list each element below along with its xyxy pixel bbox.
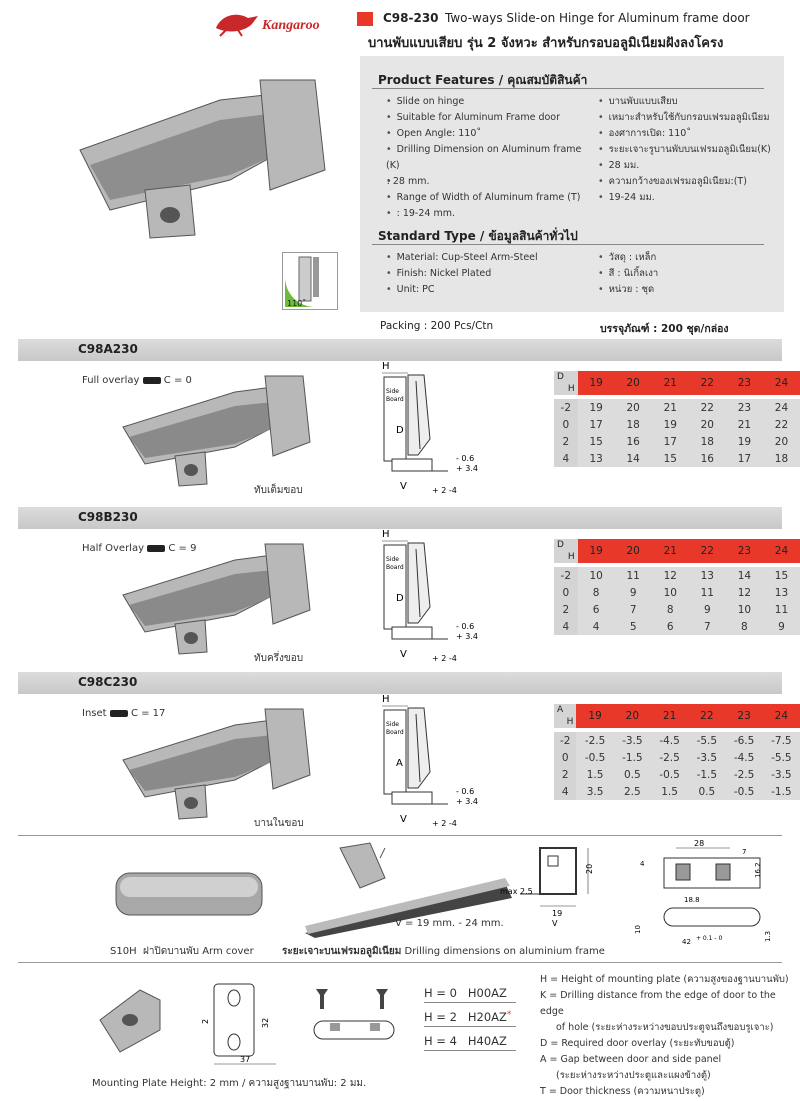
svg-text:D: D — [396, 425, 404, 436]
table-row — [554, 732, 800, 749]
table-cell: 21 — [726, 416, 763, 433]
feature-th: • เหมาะสำหรับใช้กับกรอบเฟรมอลูมิเนียม — [598, 110, 778, 126]
svg-text:Board: Board — [386, 564, 404, 571]
overlay-caption: ทับครึ่งขอบ — [254, 653, 304, 664]
angle-inset — [282, 252, 338, 310]
standard-heading: Standard Type / ข้อมูลสินค้าทั่วไป — [378, 229, 578, 243]
svg-text:16.2: 16.2 — [754, 862, 762, 878]
arm-cover-image — [112, 865, 267, 925]
table-cell: 4 — [578, 618, 615, 635]
table-row — [554, 584, 800, 601]
table-cell: 6 — [578, 601, 615, 618]
dk-table — [554, 371, 800, 467]
table-cell: -4.5 — [651, 732, 688, 749]
legend-item: A = Gap between door and side panel — [540, 1054, 722, 1065]
table-cell: 5 — [615, 618, 652, 635]
divider — [424, 1002, 516, 1003]
table-cell: 0 — [554, 749, 576, 766]
svg-text:D: D — [396, 593, 404, 604]
table-cell: -1.5 — [614, 749, 651, 766]
svg-text:Board: Board — [386, 729, 404, 736]
table-header-cell: 20 — [615, 371, 652, 395]
table-cell: 20 — [689, 416, 726, 433]
svg-text:42: 42 — [682, 938, 691, 946]
overlay-label: Full overlay C = 0 — [82, 375, 192, 386]
svg-text:Side: Side — [386, 556, 399, 563]
legend-item: (ระยะห่างระหว่างประตูและแผงข้างตู้) — [556, 1070, 711, 1081]
table-cell: 12 — [726, 584, 763, 601]
table-header-cell: 20 — [614, 704, 651, 728]
table-cell: 13 — [763, 584, 800, 601]
feature-en: • : 28 mm. — [386, 174, 596, 190]
brand-logo — [212, 8, 340, 38]
table-header-cell: 19 — [578, 371, 615, 395]
svg-text:Side: Side — [386, 388, 399, 395]
table-cell: 11 — [615, 567, 652, 584]
table-cell: 15 — [763, 567, 800, 584]
table-cell: 18 — [763, 450, 800, 467]
standard-th-list — [598, 250, 778, 298]
feature-th: • ความกว้างของเฟรมอลูมิเนียม:(T) — [598, 174, 778, 190]
standard-th: • หน่วย : ชุด — [598, 282, 778, 298]
table-header-cell: 22 — [689, 371, 726, 395]
divider — [424, 1026, 516, 1027]
table-cell: 8 — [578, 584, 615, 601]
table-cell: 3.5 — [576, 783, 613, 800]
arm-cover-caption: S10H ฝาปิดบานพับ Arm cover — [110, 946, 254, 957]
feature-th: • บานพับแบบเสียบ — [598, 94, 778, 110]
svg-text:H: H — [382, 529, 390, 540]
svg-text:V: V — [552, 919, 558, 928]
table-header-cell: 24 — [763, 704, 800, 728]
table-cell: 10 — [578, 567, 615, 584]
table-header-cell: 21 — [652, 539, 689, 563]
table-cell: 10 — [652, 584, 689, 601]
features-en-list — [386, 94, 596, 222]
legend-item: T = Door thickness (ความหนาประตู) — [540, 1086, 705, 1097]
table-cell: 18 — [615, 416, 652, 433]
svg-text:10: 10 — [634, 925, 642, 934]
table-row — [554, 766, 800, 783]
divider — [18, 962, 782, 963]
svg-text:V: V — [400, 481, 407, 492]
table-cell: 19 — [652, 416, 689, 433]
product-code: C98-230 — [383, 11, 439, 25]
divider — [18, 835, 782, 836]
table-row — [554, 783, 800, 800]
legend-item: D = Required door overlay (ระยะทับขอบตู้) — [540, 1038, 735, 1049]
feature-en: • Suitable for Aluminum Frame door — [386, 110, 596, 126]
table-corner: D H — [554, 539, 578, 563]
table-cell: 2 — [554, 766, 576, 783]
legend-item: K = Drilling distance from the edge of door to the edge — [540, 990, 776, 1017]
title-english: Two-ways Slide-on Hinge for Aluminum frame door — [445, 11, 750, 25]
table-cell: 16 — [689, 450, 726, 467]
table-cell: 9 — [763, 618, 800, 635]
table-cell: -5.5 — [688, 732, 725, 749]
overlay-diagram — [378, 527, 498, 667]
table-row — [554, 399, 800, 416]
svg-text:H: H — [382, 694, 390, 705]
packing-th: บรรจุภัณฑ์ : 200 ชุด/กล่อง — [600, 323, 729, 335]
red-square-icon — [357, 12, 373, 26]
table-cell: 2.5 — [614, 783, 651, 800]
svg-text:28: 28 — [694, 839, 705, 848]
overlay-caption: บานในขอบ — [254, 818, 304, 829]
table-cell: -3.5 — [614, 732, 651, 749]
table-cell: 22 — [763, 416, 800, 433]
svg-text:+ 2 -4: + 2 -4 — [432, 486, 457, 495]
svg-text:A: A — [396, 758, 403, 769]
mount-option: H = 4 H40AZ — [424, 1034, 507, 1048]
standard-en: • Finish: Nickel Plated — [386, 266, 596, 282]
mounting-caption: Mounting Plate Height: 2 mm / ความสูงฐานบานพับ: 2 มม. — [92, 1078, 367, 1089]
feature-th: • ระยะเจาะรูบานพับบนเฟรมอลูมิเนียม(K) — [598, 142, 778, 158]
table-header-cell: 21 — [651, 704, 688, 728]
hinge-image — [115, 372, 315, 492]
svg-text:18.8: 18.8 — [684, 896, 700, 904]
table-cell: 0 — [554, 416, 578, 433]
table-cell: 19 — [726, 433, 763, 450]
divider — [424, 1050, 516, 1051]
mount-option: H = 0 H00AZ — [424, 986, 507, 1000]
table-row — [554, 433, 800, 450]
table-cell: -2 — [554, 399, 578, 416]
section-code: C98C230 — [78, 675, 138, 689]
divider — [372, 244, 764, 245]
table-cell: -2 — [554, 567, 578, 584]
svg-text:2: 2 — [201, 1018, 210, 1024]
legend — [540, 972, 790, 1100]
svg-text:+ 3.4: + 3.4 — [456, 797, 478, 806]
mounting-plate-image — [90, 980, 170, 1060]
table-cell: -5.5 — [763, 749, 800, 766]
table-cell: -0.5 — [576, 749, 613, 766]
table-header-cell: 22 — [688, 704, 725, 728]
table-cell: 17 — [726, 450, 763, 467]
table-cell: 24 — [763, 399, 800, 416]
table-cell: 6 — [652, 618, 689, 635]
svg-text:H: H — [382, 361, 390, 372]
dk-table — [554, 539, 800, 635]
brand-name: Kangaroo — [262, 18, 320, 33]
table-cell: 0.5 — [688, 783, 725, 800]
feature-en: • Open Angle: 110˚ — [386, 126, 596, 142]
table-cell: -2 — [554, 732, 576, 749]
hinge-image — [115, 540, 315, 660]
svg-text:Board: Board — [386, 396, 404, 403]
feature-en: • Range of Width of Aluminum frame (T) — [386, 190, 596, 206]
table-cell: 8 — [652, 601, 689, 618]
table-header-cell: 19 — [576, 704, 613, 728]
table-header-cell: 24 — [763, 539, 800, 563]
dk-table — [554, 704, 800, 800]
table-row — [554, 450, 800, 467]
table-cell: -2.5 — [651, 749, 688, 766]
svg-text:37: 37 — [240, 1055, 251, 1064]
svg-text:7: 7 — [742, 848, 747, 856]
overlay-label: Inset C = 17 — [82, 708, 166, 719]
table-cell: 11 — [763, 601, 800, 618]
table-cell: -3.5 — [763, 766, 800, 783]
table-corner: D H — [554, 371, 578, 395]
table-cell: 20 — [763, 433, 800, 450]
feature-th: • องศาการเปิด: 110˚ — [598, 126, 778, 142]
table-row — [554, 416, 800, 433]
svg-text:Side: Side — [386, 721, 399, 728]
section-bar — [18, 672, 782, 694]
standard-en-list — [386, 250, 596, 298]
standard-en: • Unit: PC — [386, 282, 596, 298]
v-range: V = 19 mm. - 24 mm. — [395, 918, 504, 929]
frame-profile-drawing — [500, 840, 615, 930]
table-row — [554, 567, 800, 584]
table-row — [554, 618, 800, 635]
svg-text:V: V — [400, 649, 407, 660]
section-bar — [18, 507, 782, 529]
feature-th: • 28 มม. — [598, 158, 778, 174]
table-cell: 7 — [615, 601, 652, 618]
table-header-cell: 19 — [578, 539, 615, 563]
table-header-cell: 22 — [689, 539, 726, 563]
table-cell: -2.5 — [576, 732, 613, 749]
table-cell: 4 — [554, 618, 578, 635]
overlay-caption: ทับเต็มขอบ — [254, 485, 303, 496]
table-header-cell: 23 — [726, 371, 763, 395]
section-code: C98B230 — [78, 510, 138, 524]
overlay-label: Half Overlay C = 9 — [82, 543, 197, 554]
table-cell: -1.5 — [688, 766, 725, 783]
features-th-list — [598, 94, 778, 206]
table-cell: 13 — [578, 450, 615, 467]
angle-label: 110˚ — [287, 299, 307, 308]
table-cell: 4 — [554, 450, 578, 467]
table-cell: -7.5 — [763, 732, 800, 749]
svg-text:1.3: 1.3 — [764, 930, 772, 942]
table-cell: -3.5 — [688, 749, 725, 766]
table-cell: 16 — [615, 433, 652, 450]
table-cell: 11 — [689, 584, 726, 601]
screw-drawing — [300, 985, 400, 1045]
table-cell: 14 — [615, 450, 652, 467]
svg-text:V: V — [400, 814, 407, 825]
table-cell: 4 — [554, 783, 576, 800]
table-cell: 17 — [652, 433, 689, 450]
standard-th: • สี : นิเกิ้ลเงา — [598, 266, 778, 282]
table-cell: 15 — [578, 433, 615, 450]
table-cell: 1.5 — [651, 783, 688, 800]
legend-item: H = Height of mounting plate (ความสูงของฐานบานพับ) — [540, 974, 789, 985]
feature-en: • Drilling Dimension on Aluminum frame (K) — [386, 142, 596, 174]
svg-text:+ 0.1 - 0: + 0.1 - 0 — [696, 935, 723, 942]
table-cell: -6.5 — [725, 732, 762, 749]
table-cell: 9 — [689, 601, 726, 618]
table-cell: 22 — [689, 399, 726, 416]
table-cell: 23 — [726, 399, 763, 416]
table-cell: 21 — [652, 399, 689, 416]
drilling-caption: ระยะเจาะบนเฟรมอลูมิเนียม Drilling dimensions on aluminium frame — [282, 946, 605, 957]
svg-text:- 0.6: - 0.6 — [456, 622, 475, 631]
table-cell: 17 — [578, 416, 615, 433]
table-row — [554, 749, 800, 766]
hinge-image — [115, 705, 315, 825]
table-cell: -2.5 — [725, 766, 762, 783]
mount-option: H = 2 H20AZ* — [424, 1010, 512, 1024]
table-cell: -0.5 — [651, 766, 688, 783]
table-cell: 1.5 — [576, 766, 613, 783]
table-cell: 2 — [554, 433, 578, 450]
standard-en: • Material: Cup-Steel Arm-Steel — [386, 250, 596, 266]
table-header-cell: 23 — [726, 539, 763, 563]
svg-text:+ 2 -4: + 2 -4 — [432, 819, 457, 828]
table-cell: 18 — [689, 433, 726, 450]
table-cell: 8 — [726, 618, 763, 635]
hinge-photo — [70, 70, 350, 250]
standard-th: • วัสดุ : เหล็ก — [598, 250, 778, 266]
feature-en: • : 19-24 mm. — [386, 206, 596, 222]
divider — [372, 88, 764, 89]
table-cell: 0.5 — [614, 766, 651, 783]
slot-drawing — [632, 838, 782, 950]
table-cell: -4.5 — [725, 749, 762, 766]
feature-en: • Slide on hinge — [386, 94, 596, 110]
overlay-diagram — [378, 359, 498, 499]
svg-text:- 0.6: - 0.6 — [456, 787, 475, 796]
mounting-plate-drawing — [200, 978, 290, 1070]
svg-text:19: 19 — [552, 909, 563, 918]
svg-text:4: 4 — [640, 860, 645, 868]
title-thai: บานพับแบบเสียบ รุ่น 2 จังหวะ สำหรับกรอบอลูมิเนียมฝังลงโครง — [368, 36, 724, 51]
features-heading: Product Features / คุณสมบัติสินค้า — [378, 73, 588, 87]
svg-text:max 2.5: max 2.5 — [500, 887, 533, 896]
legend-item: of hole (ระยะห่างระหว่างขอบประตูจนถึงขอบรูเจาะ) — [556, 1022, 774, 1033]
svg-text:32: 32 — [261, 1017, 270, 1028]
table-cell: 20 — [615, 399, 652, 416]
packing-en: Packing : 200 Pcs/Ctn — [380, 320, 494, 332]
table-cell: 19 — [578, 399, 615, 416]
overlay-diagram — [378, 692, 498, 832]
svg-text:+ 3.4: + 3.4 — [456, 464, 478, 473]
section-bar — [18, 339, 782, 361]
table-header-cell: 20 — [615, 539, 652, 563]
table-cell: 12 — [652, 567, 689, 584]
table-cell: 10 — [726, 601, 763, 618]
table-header-cell: 21 — [652, 371, 689, 395]
table-cell: 15 — [652, 450, 689, 467]
svg-text:+ 2 -4: + 2 -4 — [432, 654, 457, 663]
table-cell: 0 — [554, 584, 578, 601]
section-code: C98A230 — [78, 342, 138, 356]
svg-text:20: 20 — [585, 863, 594, 874]
table-cell: 9 — [615, 584, 652, 601]
table-header-cell: 24 — [763, 371, 800, 395]
table-row — [554, 601, 800, 618]
svg-text:+ 3.4: + 3.4 — [456, 632, 478, 641]
table-corner: A H — [554, 704, 576, 728]
table-cell: 13 — [689, 567, 726, 584]
table-cell: -1.5 — [763, 783, 800, 800]
table-cell: 2 — [554, 601, 578, 618]
table-cell: -0.5 — [725, 783, 762, 800]
table-header-cell: 23 — [725, 704, 762, 728]
feature-th: • 19-24 มม. — [598, 190, 778, 206]
svg-text:- 0.6: - 0.6 — [456, 454, 475, 463]
table-cell: 14 — [726, 567, 763, 584]
table-cell: 7 — [689, 618, 726, 635]
